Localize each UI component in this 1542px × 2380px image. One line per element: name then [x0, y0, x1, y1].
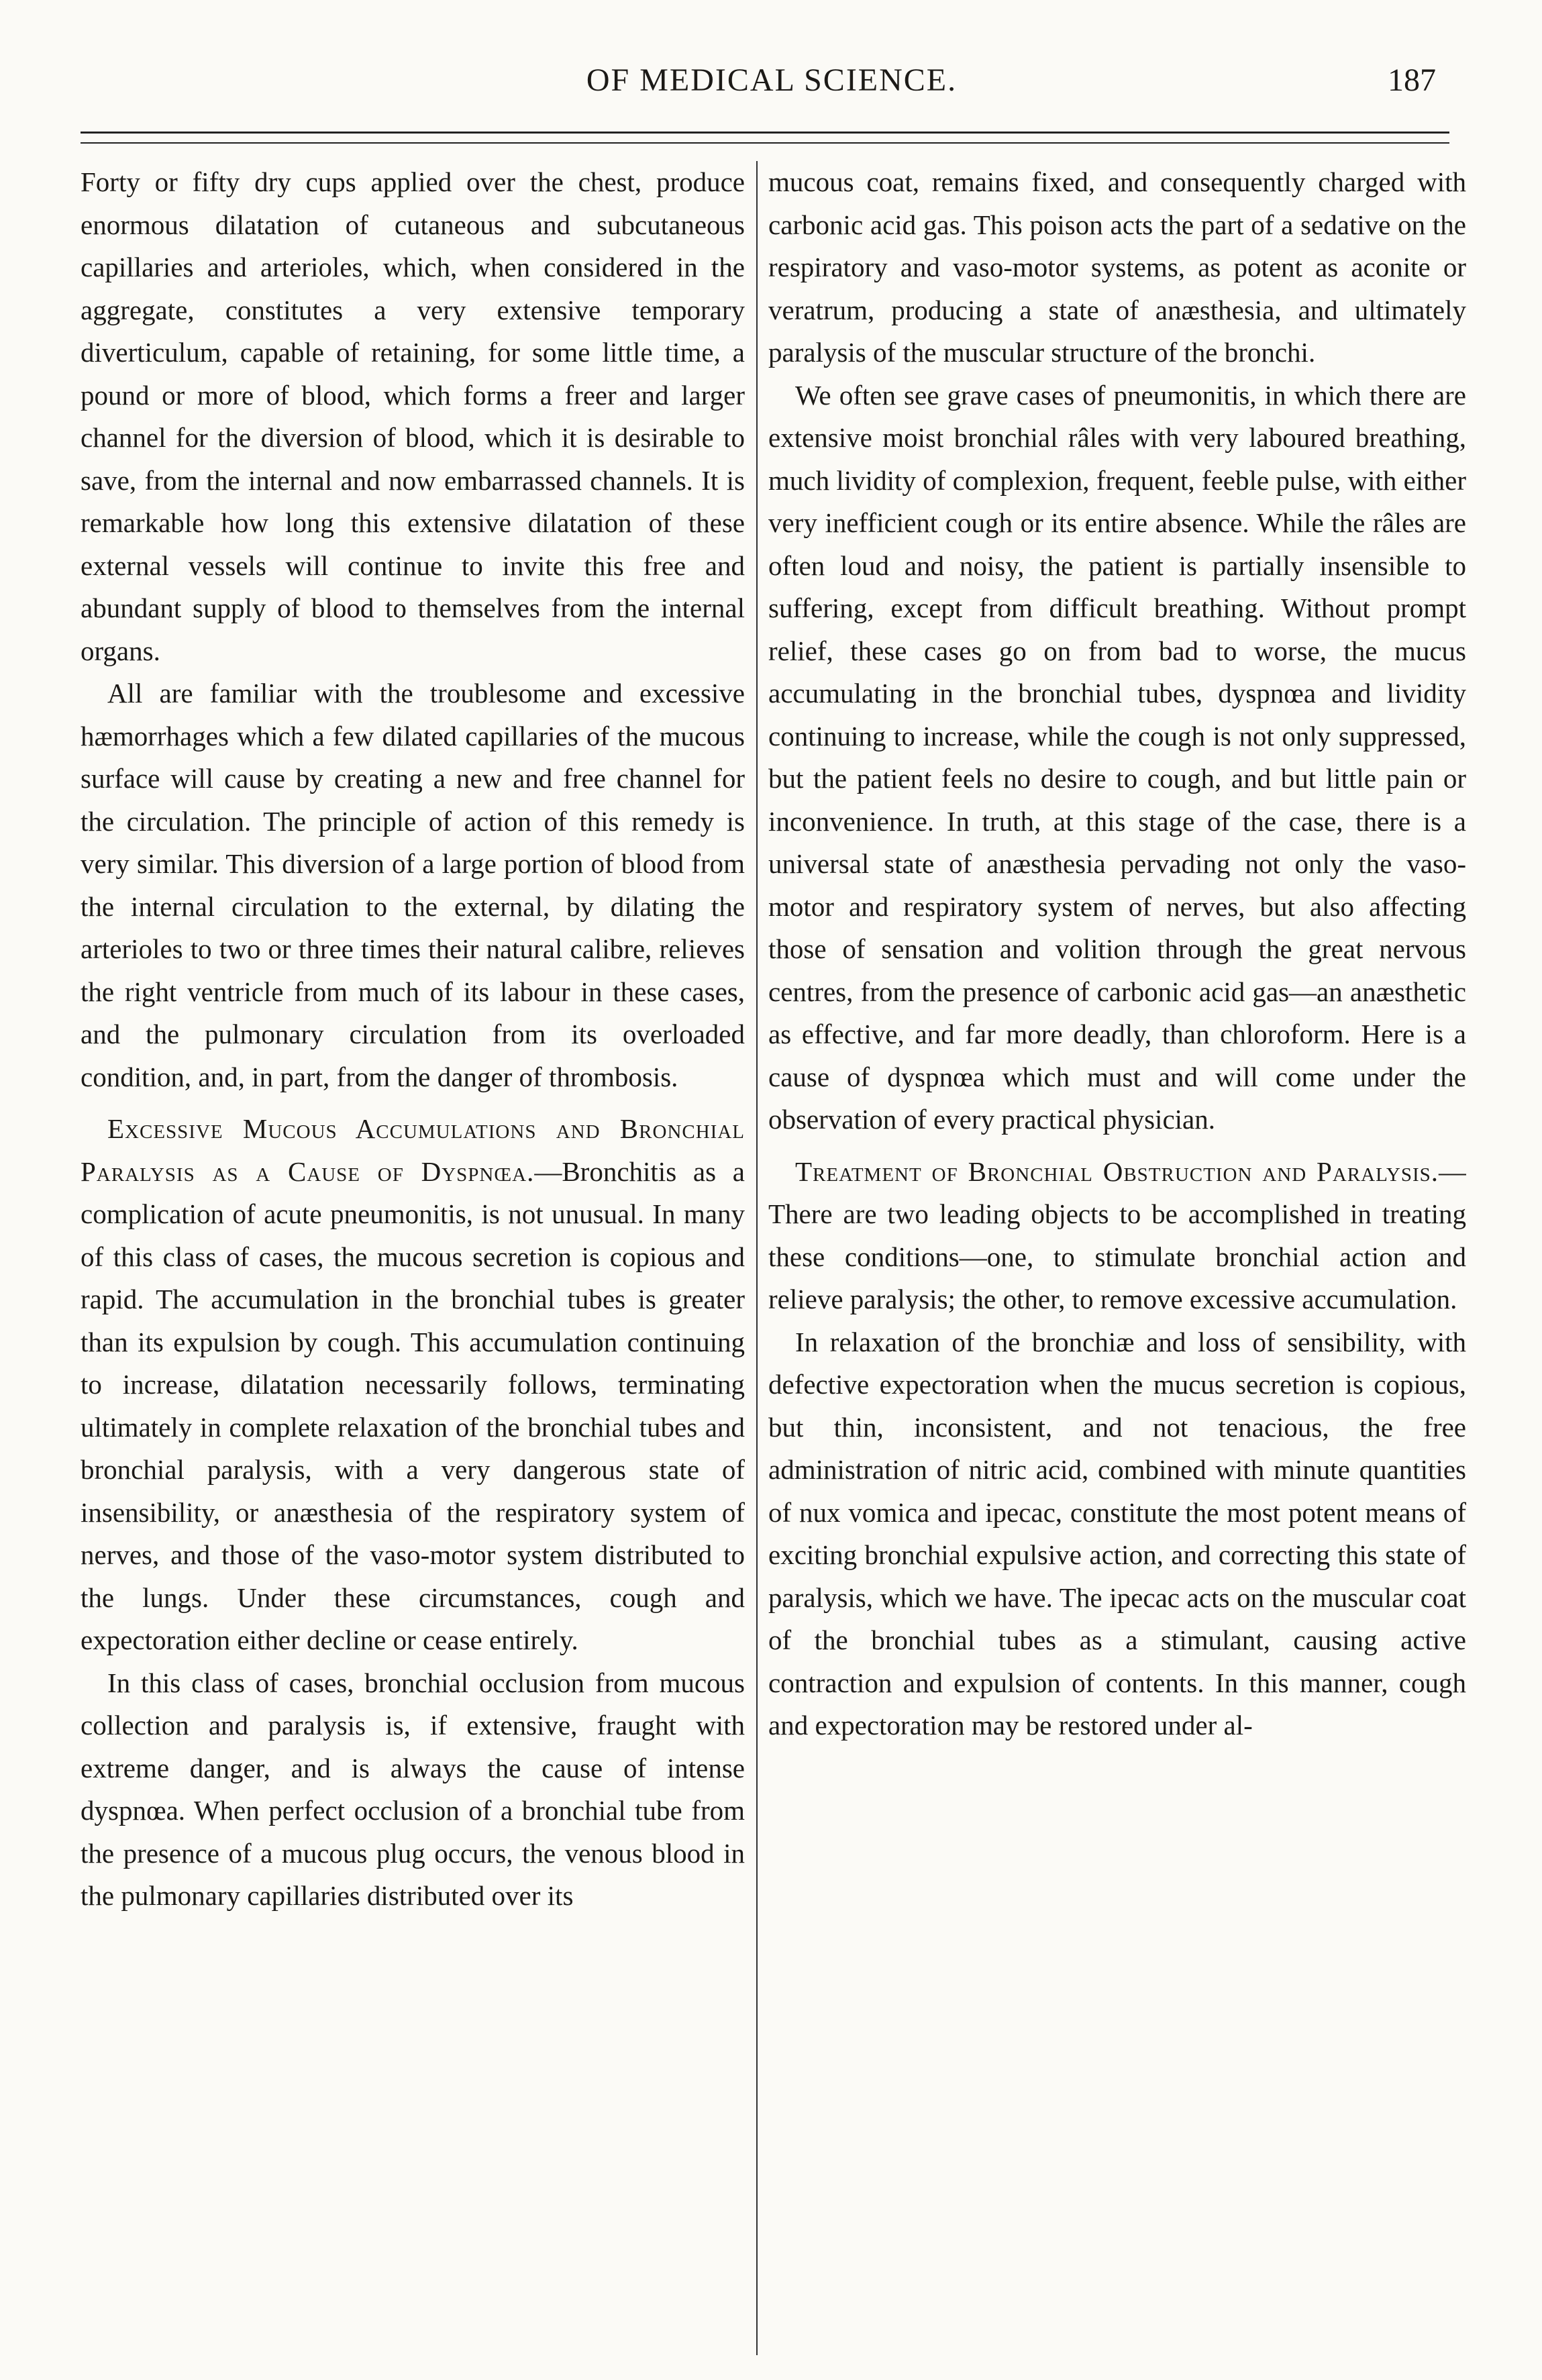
left-column [81, 161, 745, 2348]
paragraph: In this class of cases, bronchial occlusion from mucous collection and paralysis is, if extensive, fraught with extreme danger, and is always the cause of intense dyspnœa. When perfect occlusion of a bronchial tube from the presence of a mucous plug occurs, the venous blood in the pulmonary capillaries distributed over its [81, 1667, 745, 1911]
column-divider [756, 161, 758, 2355]
section-body: —Bronchitis as a complication of acute pneumonitis, is not unusual. In many of this class of cases, the mucous secretion is copious and rapid. The accumulation in the bronchial tubes is greater than its expulsion by cough. This accumulation continuing to increase, dilatation necessarily follows, terminating ultimately in complete relaxation of the bronchial tubes and bronchial paralysis, with a very dangerous state of insensibility, or anæsthesia of the respiratory system of nerves, and those of the vaso-motor system distributed to the lungs. Under these circumstances, cough and expectoration either decline or cease entirely. [81, 1155, 745, 1655]
header-rule-thick [81, 132, 1449, 134]
paragraph: All are familiar with the troublesome and excessive hæmorrhages which a few dilated capillaries of the mucous surface will cause by creating a new and free channel for the circulation. The principle of action of this remedy is very similar. This diversion of a large portion of blood from the internal circulation to the external, by dilating the arterioles to two or three times their natural calibre, relieves the right ventricle from much of its labour in these cases, and the pulmonary circulation from its overloaded condition, and, in part, from the danger of thrombosis. [81, 678, 745, 1092]
section-body: —There are two leading objects to be accomplished in treating these conditions—one, to stimulate bronchial action and relieve paralysis; the other, to remove excessive accumulation. [768, 1155, 1466, 1314]
section-heading: Excessive Mucous Accumulations and Bronchial Paralysis as a Cause of Dyspnœa. [81, 1113, 745, 1187]
paragraph: Forty or fifty dry cups applied over the chest, produce enormous dilatation of cutaneous and subcutaneous capillaries and arterioles, which, when considered in the aggregate, constitutes a very extensive temporary diverticulum, capable of retaining, for some little time, a pound or more of blood, which forms a freer and larger channel for the diversion of blood, which it is desirable to save, from the internal and now embarrassed channels. It is remarkable how long this extensive dilatation of these external vessels will continue to invite this free and abundant supply of blood to themselves from the internal organs. [81, 166, 745, 666]
section-heading: Treatment of Bronchial Obstruction and Paralysis. [795, 1155, 1439, 1187]
page-header [81, 62, 1463, 109]
paragraph: We often see grave cases of pneumonitis, in which there are extensive moist bronchial râles with very laboured breathing, much lividity of complexion, frequent, feeble pulse, with either very inefficient cough or its entire absence. While the râles are often loud and noisy, the patient is partially insensible to suffering, except from difficult breathing. Without prompt relief, these cases go on from bad to worse, the mucus accumulating in the bronchial tubes, dyspnœa and lividity continuing to increase, while the cough is not only suppressed, but the patient feels no desire to cough, and but little pain or inconvenience. In truth, at this stage of the case, there is a universal state of anæsthesia pervading not only the vaso-motor and respiratory system of nerves, but also affecting those of sensation and volition through the great nervous centres, from the presence of carbonic acid gas—an anæsthetic as effective, and far more deadly, than chloroform. Here is a cause of dyspnœa which must and will come under the observation of every practical physician. [768, 379, 1466, 1135]
right-column [768, 161, 1466, 2348]
header-rule-thin [81, 142, 1449, 144]
page-number: 187 [1388, 62, 1436, 98]
running-head: OF MEDICAL SCIENCE. [586, 62, 958, 98]
paragraph: mucous coat, remains fixed, and consequently charged with carbonic acid gas. This poison acts the part of a sedative on the respiratory and vaso-motor systems, as potent as aconite or veratrum, producing a state of anæsthesia, and ultimately paralysis of the muscular structure of the bronchi. [768, 166, 1466, 368]
paragraph: In relaxation of the bronchiæ and loss of sensibility, with defective expectoration when the mucus secretion is copious, but thin, inconsistent, and not tenacious, the free administration of nitric acid, combined with minute quantities of nux vomica and ipecac, constitute the most potent means of exciting bronchial expulsive action, and correcting this state of paralysis, which we have. The ipecac acts on the muscular coat of the bronchial tubes as a stimulant, causing active contraction and expulsion of contents. In this manner, cough and expectoration may be restored under al- [768, 1326, 1466, 1741]
section-paragraph [768, 1151, 1466, 1321]
section-paragraph [81, 1108, 745, 1662]
